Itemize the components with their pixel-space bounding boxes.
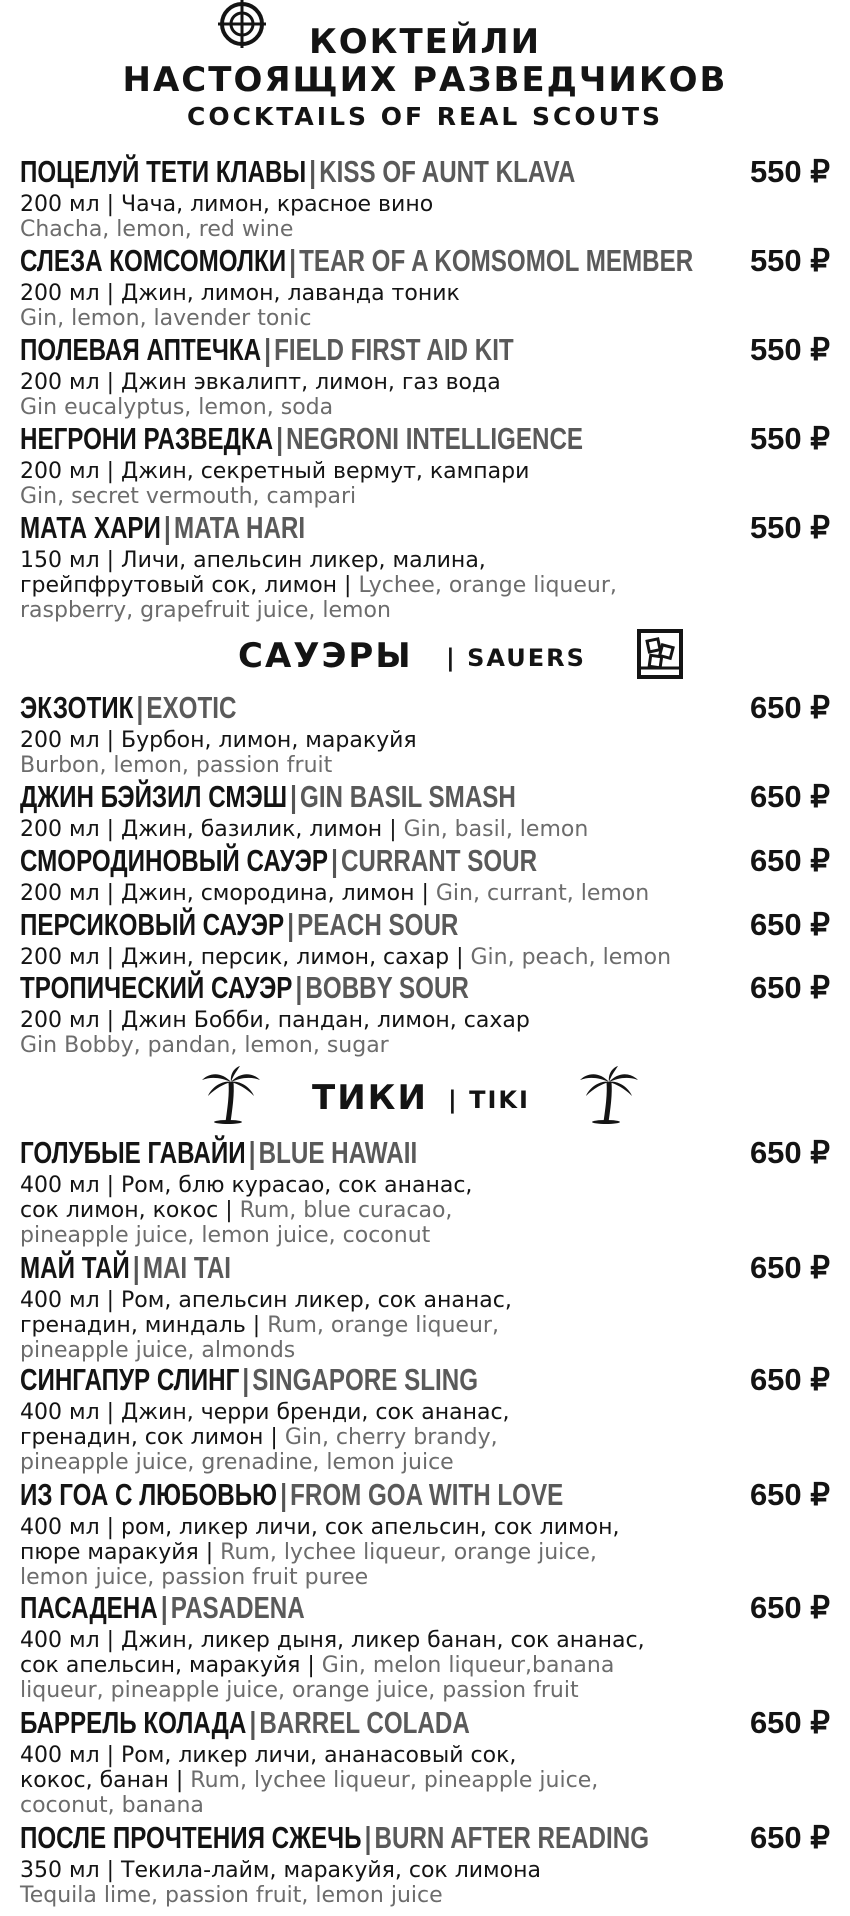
item-name-en: BARREL COLADA xyxy=(259,1705,470,1740)
item-name-ru: ПОСЛЕ ПРОЧТЕНИЯ СЖЕЧЬ xyxy=(20,1820,362,1855)
item-desc-ru: 200 мл | Джин, смородина, лимон | xyxy=(20,881,436,906)
section-title: ТИКИ xyxy=(312,1078,428,1118)
menu-item: ПОЦЕЛУЙ ТЕТИ КЛАВЫ | KISS OF AUNT KLAVA 550 ₽ 200 мл | Чача, лимон, красное вино Chacha, lemon, red wine xyxy=(20,154,830,242)
section-header-sours xyxy=(0,628,850,688)
item-name-en: SINGAPORE SLING xyxy=(252,1362,479,1397)
item-name-ru: БАРРЕЛЬ КОЛАДА xyxy=(20,1705,247,1740)
item-price: 650 ₽ xyxy=(749,1820,830,1855)
item-price: 650 ₽ xyxy=(749,1135,830,1170)
item-name-ru: СМОРОДИНОВЫЙ САУЭР xyxy=(20,843,328,878)
item-desc-line1: 400 мл | Джин, черри бренди, сок ананас, xyxy=(20,1400,510,1425)
item-desc-en: Tequila lime, passion fruit, lemon juice xyxy=(20,1883,443,1908)
item-name-en: FROM GOA WITH LOVE xyxy=(290,1477,564,1512)
item-name-en: BURN AFTER READING xyxy=(374,1820,650,1855)
item-name-en: KISS OF AUNT KLAVA xyxy=(319,154,576,189)
item-name-ru: ГОЛУБЫЕ ГАВАЙИ xyxy=(20,1135,246,1170)
menu-item: СМОРОДИНОВЫЙ САУЭР | CURRANT SOUR 650 ₽ 200 мл | Джин, смородина, лимон | Gin, currant, lemon xyxy=(20,843,830,906)
item-desc-line2-ru: сок апельсин, маракуйя | xyxy=(20,1653,322,1678)
section-subtitle: | TIKI xyxy=(448,1086,530,1114)
header-title-line1: КОКТЕЙЛИ xyxy=(308,22,542,62)
menu-item: ТРОПИЧЕСКИЙ САУЭР | BOBBY SOUR 650 ₽ 200 мл | Джин Бобби, пандан, лимон, сахар Gin Bobby, pandan, lemon, sugar xyxy=(20,970,830,1058)
item-name-en: BLUE HAWAII xyxy=(258,1135,418,1170)
menu-item: НЕГРОНИ РАЗВЕДКА | NEGRONI INTELLIGENCE 550 ₽ 200 мл | Джин, секретный вермут, кампари Gin, secret vermouth, campari xyxy=(20,421,830,509)
item-desc-en: Gin, peach, lemon xyxy=(470,945,672,970)
menu-item: ПОСЛЕ ПРОЧТЕНИЯ СЖЕЧЬ | BURN AFTER READING 650 ₽ 350 мл | Текила-лайм, маракуйя, сок лимона Tequila lime, passion fruit, lemon juice xyxy=(20,1820,830,1908)
item-desc-ru: 200 мл | Джин, базилик, лимон | xyxy=(20,817,404,842)
item-desc-line2-ru: сок лимон, кокос | xyxy=(20,1198,240,1223)
item-desc-line1: 400 мл | ром, ликер личи, сок апельсин, сок лимон, xyxy=(20,1515,620,1540)
item-name-ru: ПАСАДЕНА xyxy=(20,1590,158,1625)
item-desc-en: Gin, currant, lemon xyxy=(435,881,650,906)
item-name-ru: СИНГАПУР СЛИНГ xyxy=(20,1362,240,1397)
section-header-tiki xyxy=(0,1064,850,1124)
item-desc-en: Gin eucalyptus, lemon, soda xyxy=(20,395,334,420)
item-desc-line3-en: coconut, banana xyxy=(20,1793,204,1818)
item-desc-en: Gin, secret vermouth, campari xyxy=(20,484,357,509)
menu-item: МАЙ ТАЙ | MAI TAI 650 ₽ 400 мл | Ром, апельсин ликер, сок ананас, гренадин, миндаль | Rum, orange liqueur, pineapple juice, almonds xyxy=(20,1250,830,1363)
item-desc-en: Gin, basil, lemon xyxy=(403,817,589,842)
item-price: 650 ₽ xyxy=(749,970,830,1005)
section-subtitle: | SAUERS xyxy=(446,644,586,672)
item-price: 550 ₽ xyxy=(749,421,830,456)
item-desc-line1: 150 мл | Личи, апельсин ликер, малина, xyxy=(20,548,486,573)
item-price: 650 ₽ xyxy=(749,907,830,942)
menu-item: СИНГАПУР СЛИНГ | SINGAPORE SLING 650 ₽ 400 мл | Джин, черри бренди, сок ананас, гренадин, сок лимон | Gin, cherry brandy, pineapple juice, grenadine, lemon juice xyxy=(20,1362,830,1475)
menu-header xyxy=(0,0,850,140)
item-desc-line2-ru: кокос, банан | xyxy=(20,1768,191,1793)
item-name-ru: МАЙ ТАЙ xyxy=(20,1250,130,1285)
item-desc-ru: 200 мл | Чача, лимон, красное вино xyxy=(20,192,434,217)
item-desc-line2-ru: гренадин, сок лимон | xyxy=(20,1425,285,1450)
item-desc-line3-en: pineapple juice, grenadine, lemon juice xyxy=(20,1450,454,1475)
item-name-en: PEACH SOUR xyxy=(297,907,459,942)
item-desc-en: Gin Bobby, pandan, lemon, sugar xyxy=(20,1033,389,1058)
item-name-en: PASADENA xyxy=(170,1590,305,1625)
item-name-ru: ДЖИН БЭЙЗИЛ СМЭШ xyxy=(20,779,288,814)
item-desc-line2-en: Rum, blue curacao, xyxy=(239,1198,453,1223)
item-desc-line1: 400 мл | Джин, ликер дыня, ликер банан, сок ананас, xyxy=(20,1628,645,1653)
palm-tree-icon xyxy=(576,1064,640,1124)
item-name-en: GIN BASIL SMASH xyxy=(300,779,516,814)
item-price: 550 ₽ xyxy=(749,510,830,545)
item-name-ru: ТРОПИЧЕСКИЙ САУЭР xyxy=(20,970,293,1005)
item-name-en: BOBBY SOUR xyxy=(305,970,469,1005)
item-desc-line3-en: pineapple juice, lemon juice, coconut xyxy=(20,1223,431,1248)
item-desc-line3-en: pineapple juice, almonds xyxy=(20,1338,296,1363)
item-name-ru: ЭКЗОТИК xyxy=(20,690,134,725)
item-name-ru: ИЗ ГОА С ЛЮБОВЬЮ xyxy=(20,1477,278,1512)
menu-item: БАРРЕЛЬ КОЛАДА | BARREL COLADA 650 ₽ 400 мл | Ром, ликер личи, ананасовый сок, кокос, банан | Rum, lychee liqueur, pineapple juice, coconut, banana xyxy=(20,1705,830,1818)
item-desc-line2-ru: пюре маракуйя | xyxy=(20,1540,221,1565)
item-desc-line2-ru: грейпфрутовый сок, лимон | xyxy=(20,573,359,598)
item-name-ru: СЛЕЗА КОМСОМОЛКИ xyxy=(20,243,287,278)
item-desc-line3-en: lemon juice, passion fruit puree xyxy=(20,1565,369,1590)
item-desc-ru: 350 мл | Текила-лайм, маракуйя, сок лимона xyxy=(20,1858,541,1883)
item-name-en: EXOTIC xyxy=(146,690,237,725)
item-desc-en: Chacha, lemon, red wine xyxy=(20,217,294,242)
item-price: 650 ₽ xyxy=(749,1250,830,1285)
item-name-ru: ПЕРСИКОВЫЙ САУЭР xyxy=(20,907,285,942)
item-name-en: TEAR OF A KOMSOMOL MEMBER xyxy=(299,243,694,278)
item-name-ru: ПОЛЕВАЯ АПТЕЧКА xyxy=(20,332,262,367)
item-price: 650 ₽ xyxy=(749,1705,830,1740)
item-name-en: MATA HARI xyxy=(173,510,306,545)
menu-item: МАТА ХАРИ | MATA HARI 550 ₽ 150 мл | Личи, апельсин ликер, малина, грейпфрутовый сок, лимон | Lychee, orange liqueur, raspberry, grapefruit juice, lemon xyxy=(20,510,830,623)
menu-item: ЭКЗОТИК | EXOTIC 650 ₽ 200 мл | Бурбон, лимон, маракуйя Burbon, lemon, passion fruit xyxy=(20,690,830,778)
item-name-ru: МАТА ХАРИ xyxy=(20,510,161,545)
menu-item: ПАСАДЕНА | PASADENA 650 ₽ 400 мл | Джин, ликер дыня, ликер банан, сок ананас, сок апельсин, маракуйя | Gin, melon liqueur,banana liqueur, pineapple juice, orange juice, passion fruit xyxy=(20,1590,830,1703)
item-desc-ru: 200 мл | Джин эвкалипт, лимон, газ вода xyxy=(20,370,501,395)
item-desc-line2-en: Rum, lychee liqueur, orange juice, xyxy=(220,1540,597,1565)
menu-item: ГОЛУБЫЕ ГАВАЙИ | BLUE HAWAII 650 ₽ 400 мл | Ром, блю курасао, сок ананас, сок лимон, кокос | Rum, blue curacao, pineapple juice, lemon juice, coconut xyxy=(20,1135,830,1248)
item-desc-ru: 200 мл | Бурбон, лимон, маракуйя xyxy=(20,728,417,753)
item-price: 650 ₽ xyxy=(749,690,830,725)
menu-item: СЛЕЗА КОМСОМОЛКИ | TEAR OF A KOMSOMOL MEMBER 550 ₽ 200 мл | Джин, лимон, лаванда тоник Gin, lemon, lavender tonic xyxy=(20,243,830,331)
item-desc-line3-en: liqueur, pineapple juice, orange juice, passion fruit xyxy=(20,1678,579,1703)
item-desc-line2-en: Gin, melon liqueur,banana xyxy=(321,1653,615,1678)
item-name-en: FIELD FIRST AID KIT xyxy=(274,332,514,367)
item-name-ru: НЕГРОНИ РАЗВЕДКА xyxy=(20,421,274,456)
item-name-ru: ПОЦЕЛУЙ ТЕТИ КЛАВЫ xyxy=(20,154,307,189)
item-name-en: MAI TAI xyxy=(142,1250,232,1285)
ice-glass-icon xyxy=(636,628,684,680)
item-price: 550 ₽ xyxy=(749,332,830,367)
item-price: 650 ₽ xyxy=(749,1590,830,1625)
item-desc-line2-en: Rum, orange liqueur, xyxy=(267,1313,499,1338)
item-price: 650 ₽ xyxy=(749,1477,830,1512)
item-desc-ru: 200 мл | Джин, персик, лимон, сахар | xyxy=(20,945,471,970)
item-name-en: CURRANT SOUR xyxy=(340,843,538,878)
item-price: 550 ₽ xyxy=(749,243,830,278)
item-desc-line2-en: Rum, lychee liqueur, pineapple juice, xyxy=(190,1768,599,1793)
item-desc-line1: 400 мл | Ром, ликер личи, ананасовый сок, xyxy=(20,1743,517,1768)
menu-item: ПЕРСИКОВЫЙ САУЭР | PEACH SOUR 650 ₽ 200 мл | Джин, персик, лимон, сахар | Gin, peach, lemon xyxy=(20,907,830,970)
item-desc-line1: 400 мл | Ром, блю курасао, сок ананас, xyxy=(20,1173,473,1198)
item-price: 650 ₽ xyxy=(749,843,830,878)
header-title-line2: НАСТОЯЩИХ РАЗВЕДЧИКОВ xyxy=(122,60,728,100)
palm-tree-icon xyxy=(198,1064,262,1124)
item-desc-en: Gin, lemon, lavender tonic xyxy=(20,306,312,331)
item-price: 550 ₽ xyxy=(749,154,830,189)
item-desc-ru: 200 мл | Джин, секретный вермут, кампари xyxy=(20,459,530,484)
item-price: 650 ₽ xyxy=(749,1362,830,1397)
item-desc-ru: 200 мл | Джин, лимон, лаванда тоник xyxy=(20,281,460,306)
item-desc-line2-en: Gin, cherry brandy, xyxy=(284,1425,498,1450)
item-price: 650 ₽ xyxy=(749,779,830,814)
item-desc-ru: 200 мл | Джин Бобби, пандан, лимон, сахар xyxy=(20,1008,530,1033)
item-name-en: NEGRONI INTELLIGENCE xyxy=(286,421,584,456)
section-title: САУЭРЫ xyxy=(238,636,413,676)
item-desc-en: Burbon, lemon, passion fruit xyxy=(20,753,333,778)
menu-item: ДЖИН БЭЙЗИЛ СМЭШ | GIN BASIL SMASH 650 ₽ 200 мл | Джин, базилик, лимон | Gin, basil, lemon xyxy=(20,779,830,842)
item-desc-line2-ru: гренадин, миндаль | xyxy=(20,1313,268,1338)
header-subtitle: COCKTAILS OF REAL SCOUTS xyxy=(186,102,664,131)
menu-item: ИЗ ГОА С ЛЮБОВЬЮ | FROM GOA WITH LOVE 650 ₽ 400 мл | ром, ликер личи, сок апельсин, сок лимон, пюре маракуйя | Rum, lychee liqueur, orange juice, lemon juice, passion fruit puree xyxy=(20,1477,830,1590)
item-desc-line3-en: raspberry, grapefruit juice, lemon xyxy=(20,598,391,623)
menu-item: ПОЛЕВАЯ АПТЕЧКА | FIELD FIRST AID KIT 550 ₽ 200 мл | Джин эвкалипт, лимон, газ вода Gin eucalyptus, lemon, soda xyxy=(20,332,830,420)
item-desc-line1: 400 мл | Ром, апельсин ликер, сок ананас, xyxy=(20,1288,512,1313)
item-desc-line2-en: Lychee, orange liqueur, xyxy=(358,573,617,598)
